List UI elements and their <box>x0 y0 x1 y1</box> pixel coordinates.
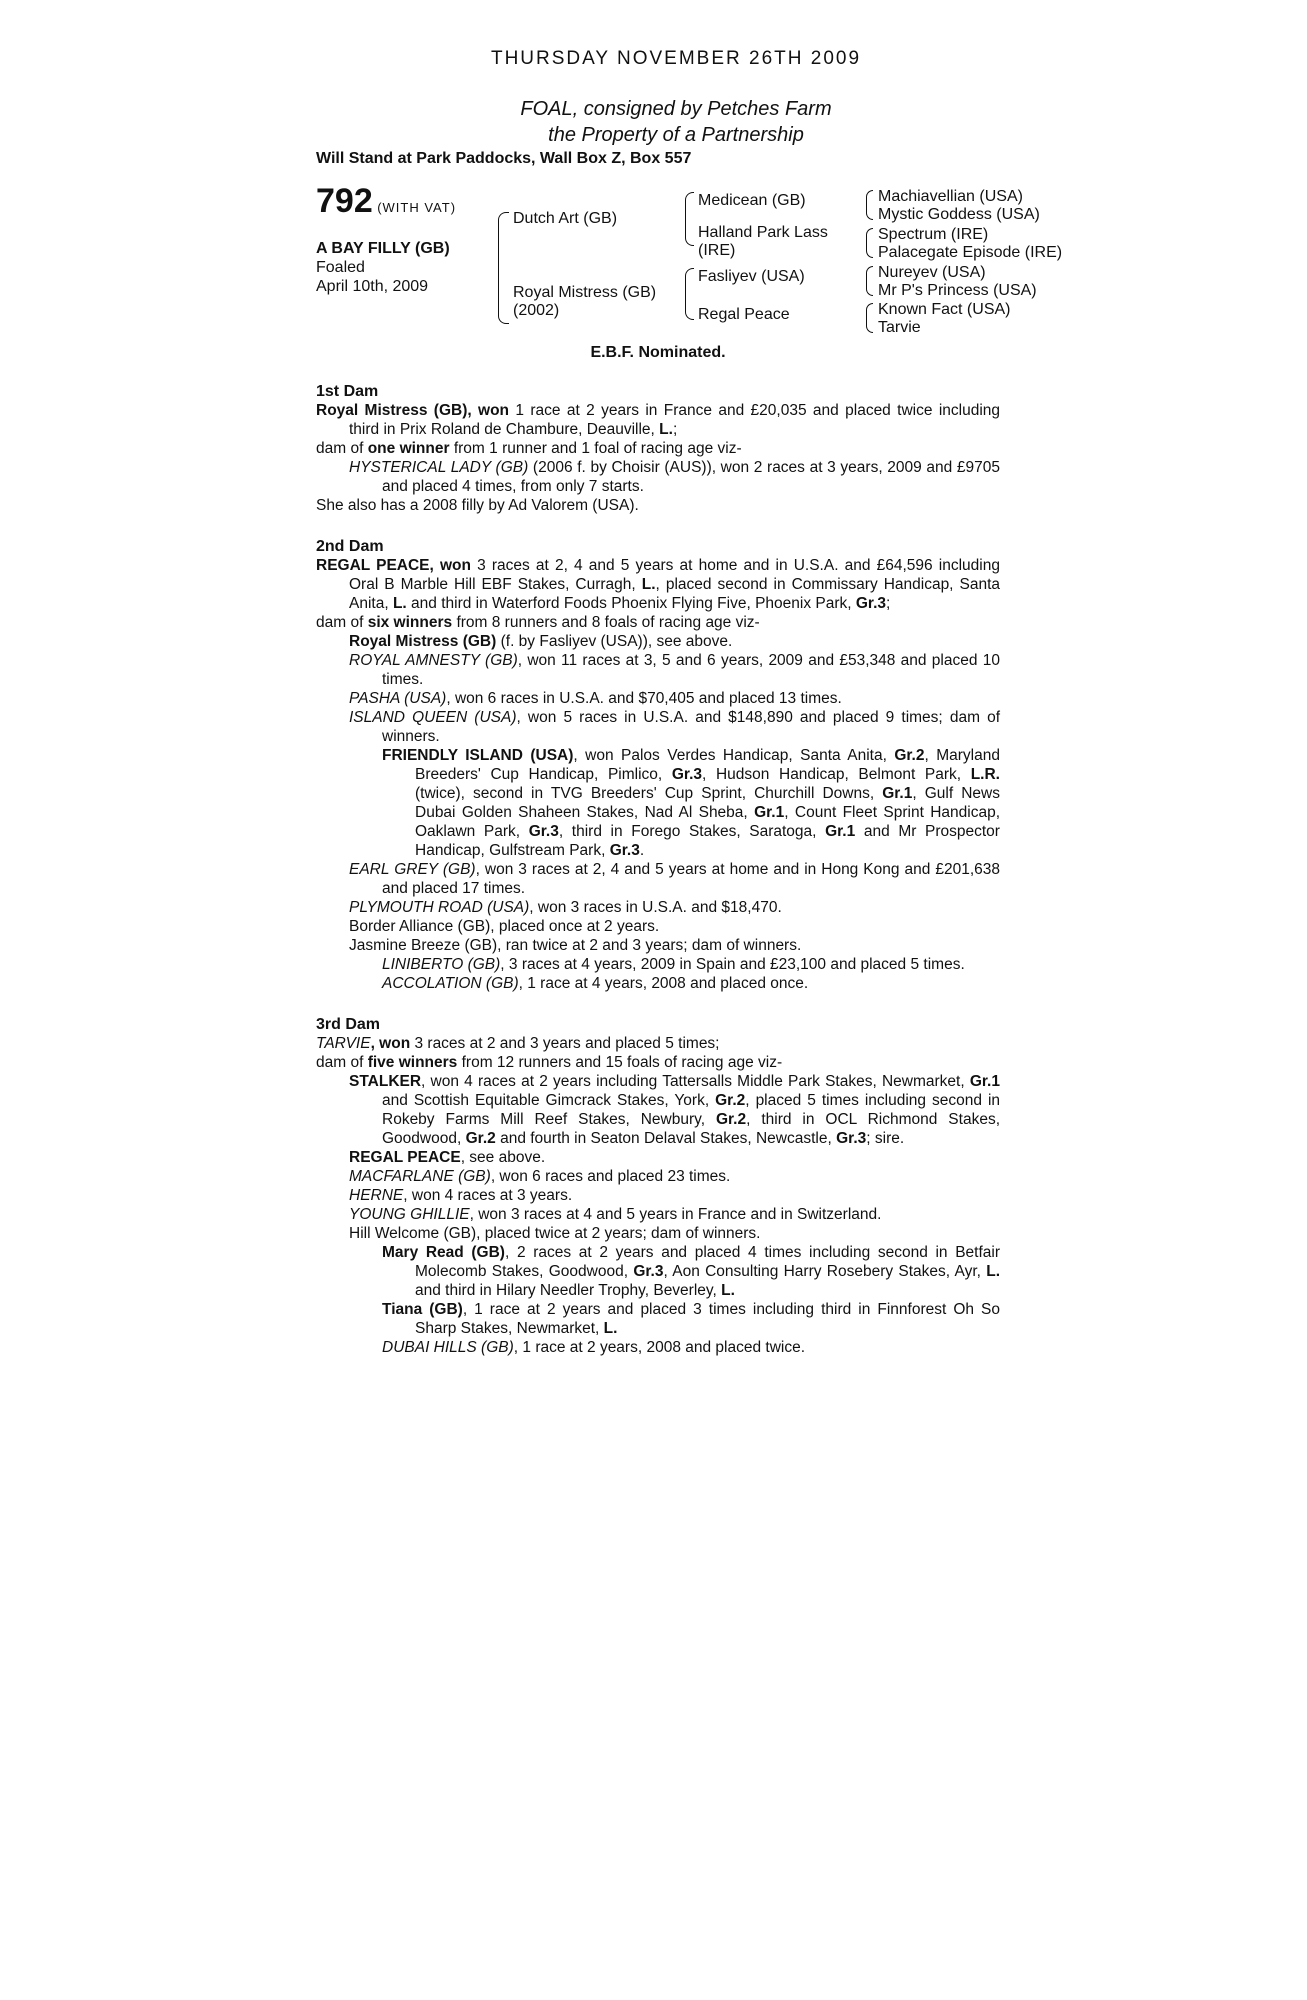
offspring-entry: Border Alliance (GB), placed once at 2 years. <box>349 918 660 935</box>
brace-gen3-2 <box>866 228 873 258</box>
sale-date: THURSDAY NOVEMBER 26TH 2009 <box>490 48 862 69</box>
sire-name: Dutch Art (GB) <box>513 210 618 227</box>
pedigree-table <box>316 182 1063 361</box>
section-3rd-dam <box>316 1015 1000 1357</box>
grand-offspring-entry: Tiana (GB), 1 race at 2 years and placed 3 times including third in Finnforest Oh So Sharp Stakes, Newmarket, L. <box>382 1301 1000 1337</box>
consignor-line: FOAL, consigned by Petches Farm <box>520 98 832 120</box>
ebf-nominated: E.B.F. Nominated. <box>590 344 726 361</box>
sire-dam-line1: Halland Park Lass <box>698 224 828 241</box>
brace-gen2-dam <box>685 268 694 320</box>
brace-gen3-4 <box>866 303 873 333</box>
dam-name: Royal Mistress (GB) <box>513 284 657 301</box>
brace-gen3-3 <box>866 266 873 296</box>
property-line: the Property of a Partnership <box>548 124 804 146</box>
stand-location: Will Stand at Park Paddocks, Wall Box Z, Box 557 <box>316 150 692 167</box>
offspring-entry: REGAL PEACE, see above. <box>349 1149 546 1166</box>
grand-offspring-entry: Mary Read (GB), 2 races at 2 years and placed 4 times including second in Betfair Molecomb Stakes, Goodwood, Gr.3, Aon Consulting Harry Rosebery Stakes, Ayr, L. and third in Hilary Needler Trophy, Beverley, L. <box>382 1244 1001 1299</box>
dam-record: TARVIE, won 3 races at 2 and 3 years and placed 5 times; <box>316 1035 720 1052</box>
sds: Spectrum (IRE) <box>878 226 989 243</box>
offspring-entry: EARL GREY (GB), won 3 races at 2, 4 and 5 years at home and in Hong Kong and £201,638 and placed 17 times. <box>349 861 1000 897</box>
sire-sire: Medicean (GB) <box>698 192 806 209</box>
section-1st-dam <box>316 382 1000 515</box>
also-has-line: She also has a 2008 filly by Ad Valorem (USA). <box>316 497 639 514</box>
foaled-date: April 10th, 2009 <box>316 278 429 295</box>
dam-dam: Regal Peace <box>698 306 790 323</box>
lot-name: A BAY FILLY (GB) <box>316 240 450 257</box>
foaled-label: Foaled <box>316 259 365 276</box>
sdd: Palacegate Episode (IRE) <box>878 244 1063 261</box>
offspring-entry: ISLAND QUEEN (USA), won 5 races in U.S.A. and $148,890 and placed 9 times; dam of winners. <box>349 709 1001 745</box>
offspring-entry: HERNE, won 4 races at 3 years. <box>349 1187 573 1204</box>
offspring-entry: YOUNG GHILLIE, won 3 races at 4 and 5 years in France and in Switzerland. <box>349 1206 882 1223</box>
offspring-entry: PLYMOUTH ROAD (USA), won 3 races in U.S.A. and $18,470. <box>349 899 782 916</box>
offspring-entry: HYSTERICAL LADY (GB) (2006 f. by Choisir (AUS)), won 2 races at 3 years, 2009 and £9705 and placed 4 times, from only 7 starts. <box>349 459 1001 495</box>
grand-offspring-entry: ACCOLATION (GB), 1 race at 4 years, 2008 and placed once. <box>382 975 809 992</box>
section-heading: 2nd Dam <box>316 538 384 555</box>
section-2nd-dam <box>316 537 1000 993</box>
dam-of-line: dam of five winners from 12 runners and 15 foals of racing age viz- <box>316 1054 783 1071</box>
sire-dam-line2: (IRE) <box>698 242 736 259</box>
dam-of-line: dam of six winners from 8 runners and 8 foals of racing age viz- <box>316 614 760 631</box>
dss: Nureyev (USA) <box>878 264 986 281</box>
lot-number: 792 <box>316 182 373 220</box>
vat-note: (WITH VAT) <box>377 200 457 215</box>
ddd: Tarvie <box>878 319 921 336</box>
brace-gen1 <box>498 212 509 324</box>
section-heading: 1st Dam <box>316 383 379 400</box>
brace-gen3-1 <box>866 190 873 220</box>
offspring-entry: Hill Welcome (GB), placed twice at 2 years; dam of winners. <box>349 1225 761 1242</box>
section-heading: 3rd Dam <box>316 1016 381 1033</box>
offspring-entry: Royal Mistress (GB) (f. by Fasliyev (USA)), see above. <box>349 633 733 650</box>
offspring-entry: Jasmine Breeze (GB), ran twice at 2 and 3 years; dam of winners. <box>349 937 802 954</box>
dds: Known Fact (USA) <box>878 301 1011 318</box>
catalogue-page <box>316 48 1063 1357</box>
dam-of-line: dam of one winner from 1 runner and 1 foal of racing age viz- <box>316 440 742 457</box>
grand-offspring-entry: LINIBERTO (GB), 3 races at 4 years, 2009 in Spain and £23,100 and placed 5 times. <box>382 956 965 973</box>
brace-gen2-sire <box>685 192 694 246</box>
dsd: Mr P's Princess (USA) <box>878 282 1037 299</box>
sss: Machiavellian (USA) <box>878 188 1023 205</box>
dam-sire: Fasliyev (USA) <box>698 268 805 285</box>
grand-offspring-entry: FRIENDLY ISLAND (USA), won Palos Verdes Handicap, Santa Anita, Gr.2, Maryland Breeders' Cup Handicap, Pimlico, Gr.3, Hudson Handicap, Belmont Park, L.R. (twice), second in TVG Breeders' Cup Sprint, Churchill Downs, Gr.1, Gulf News Dubai Golden Shaheen Stakes, Nad Al Sheba, Gr.1, Count Fleet Sprint Handicap, Oaklawn Park, Gr.3, third in Forego Stakes, Saratoga, Gr.1 and Mr Prospector Handicap, Gulfstream Park, Gr.3. <box>382 747 1001 859</box>
offspring-entry: STALKER, won 4 races at 2 years including Tattersalls Middle Park Stakes, Newmarket, Gr.1 and Scottish Equitable Gimcrack Stakes, York, Gr.2, placed 5 times including second in Rokeby Farms Mill Reef Stakes, Newbury, Gr.2, third in OCL Richmond Stakes, Goodwood, Gr.2 and fourth in Seaton Delaval Stakes, Newcastle, Gr.3; sire. <box>349 1073 1001 1147</box>
offspring-entry: MACFARLANE (GB), won 6 races and placed 23 times. <box>349 1168 731 1185</box>
lot-number-line <box>316 182 457 220</box>
ssd: Mystic Goddess (USA) <box>878 206 1040 223</box>
offspring-entry: ROYAL AMNESTY (GB), won 11 races at 3, 5 and 6 years, 2009 and £53,348 and placed 10 times. <box>349 652 1000 688</box>
dam-record: REGAL PEACE, won 3 races at 2, 4 and 5 years at home and in U.S.A. and £64,596 including Oral B Marble Hill EBF Stakes, Curragh, L., placed second in Commissary Handicap, Santa Anita, L. and third in Waterford Foods Phoenix Flying Five, Phoenix Park, Gr.3; <box>316 557 1001 612</box>
consignor-block <box>352 96 1000 148</box>
grand-offspring-entry: DUBAI HILLS (GB), 1 race at 2 years, 2008 and placed twice. <box>382 1339 806 1356</box>
dam-year: (2002) <box>513 302 560 319</box>
dam-record: Royal Mistress (GB), won 1 race at 2 years in France and £20,035 and placed twice including third in Prix Roland de Chambure, Deauville, L.; <box>316 402 1000 438</box>
offspring-entry: PASHA (USA), won 6 races in U.S.A. and $70,405 and placed 13 times. <box>349 690 842 707</box>
